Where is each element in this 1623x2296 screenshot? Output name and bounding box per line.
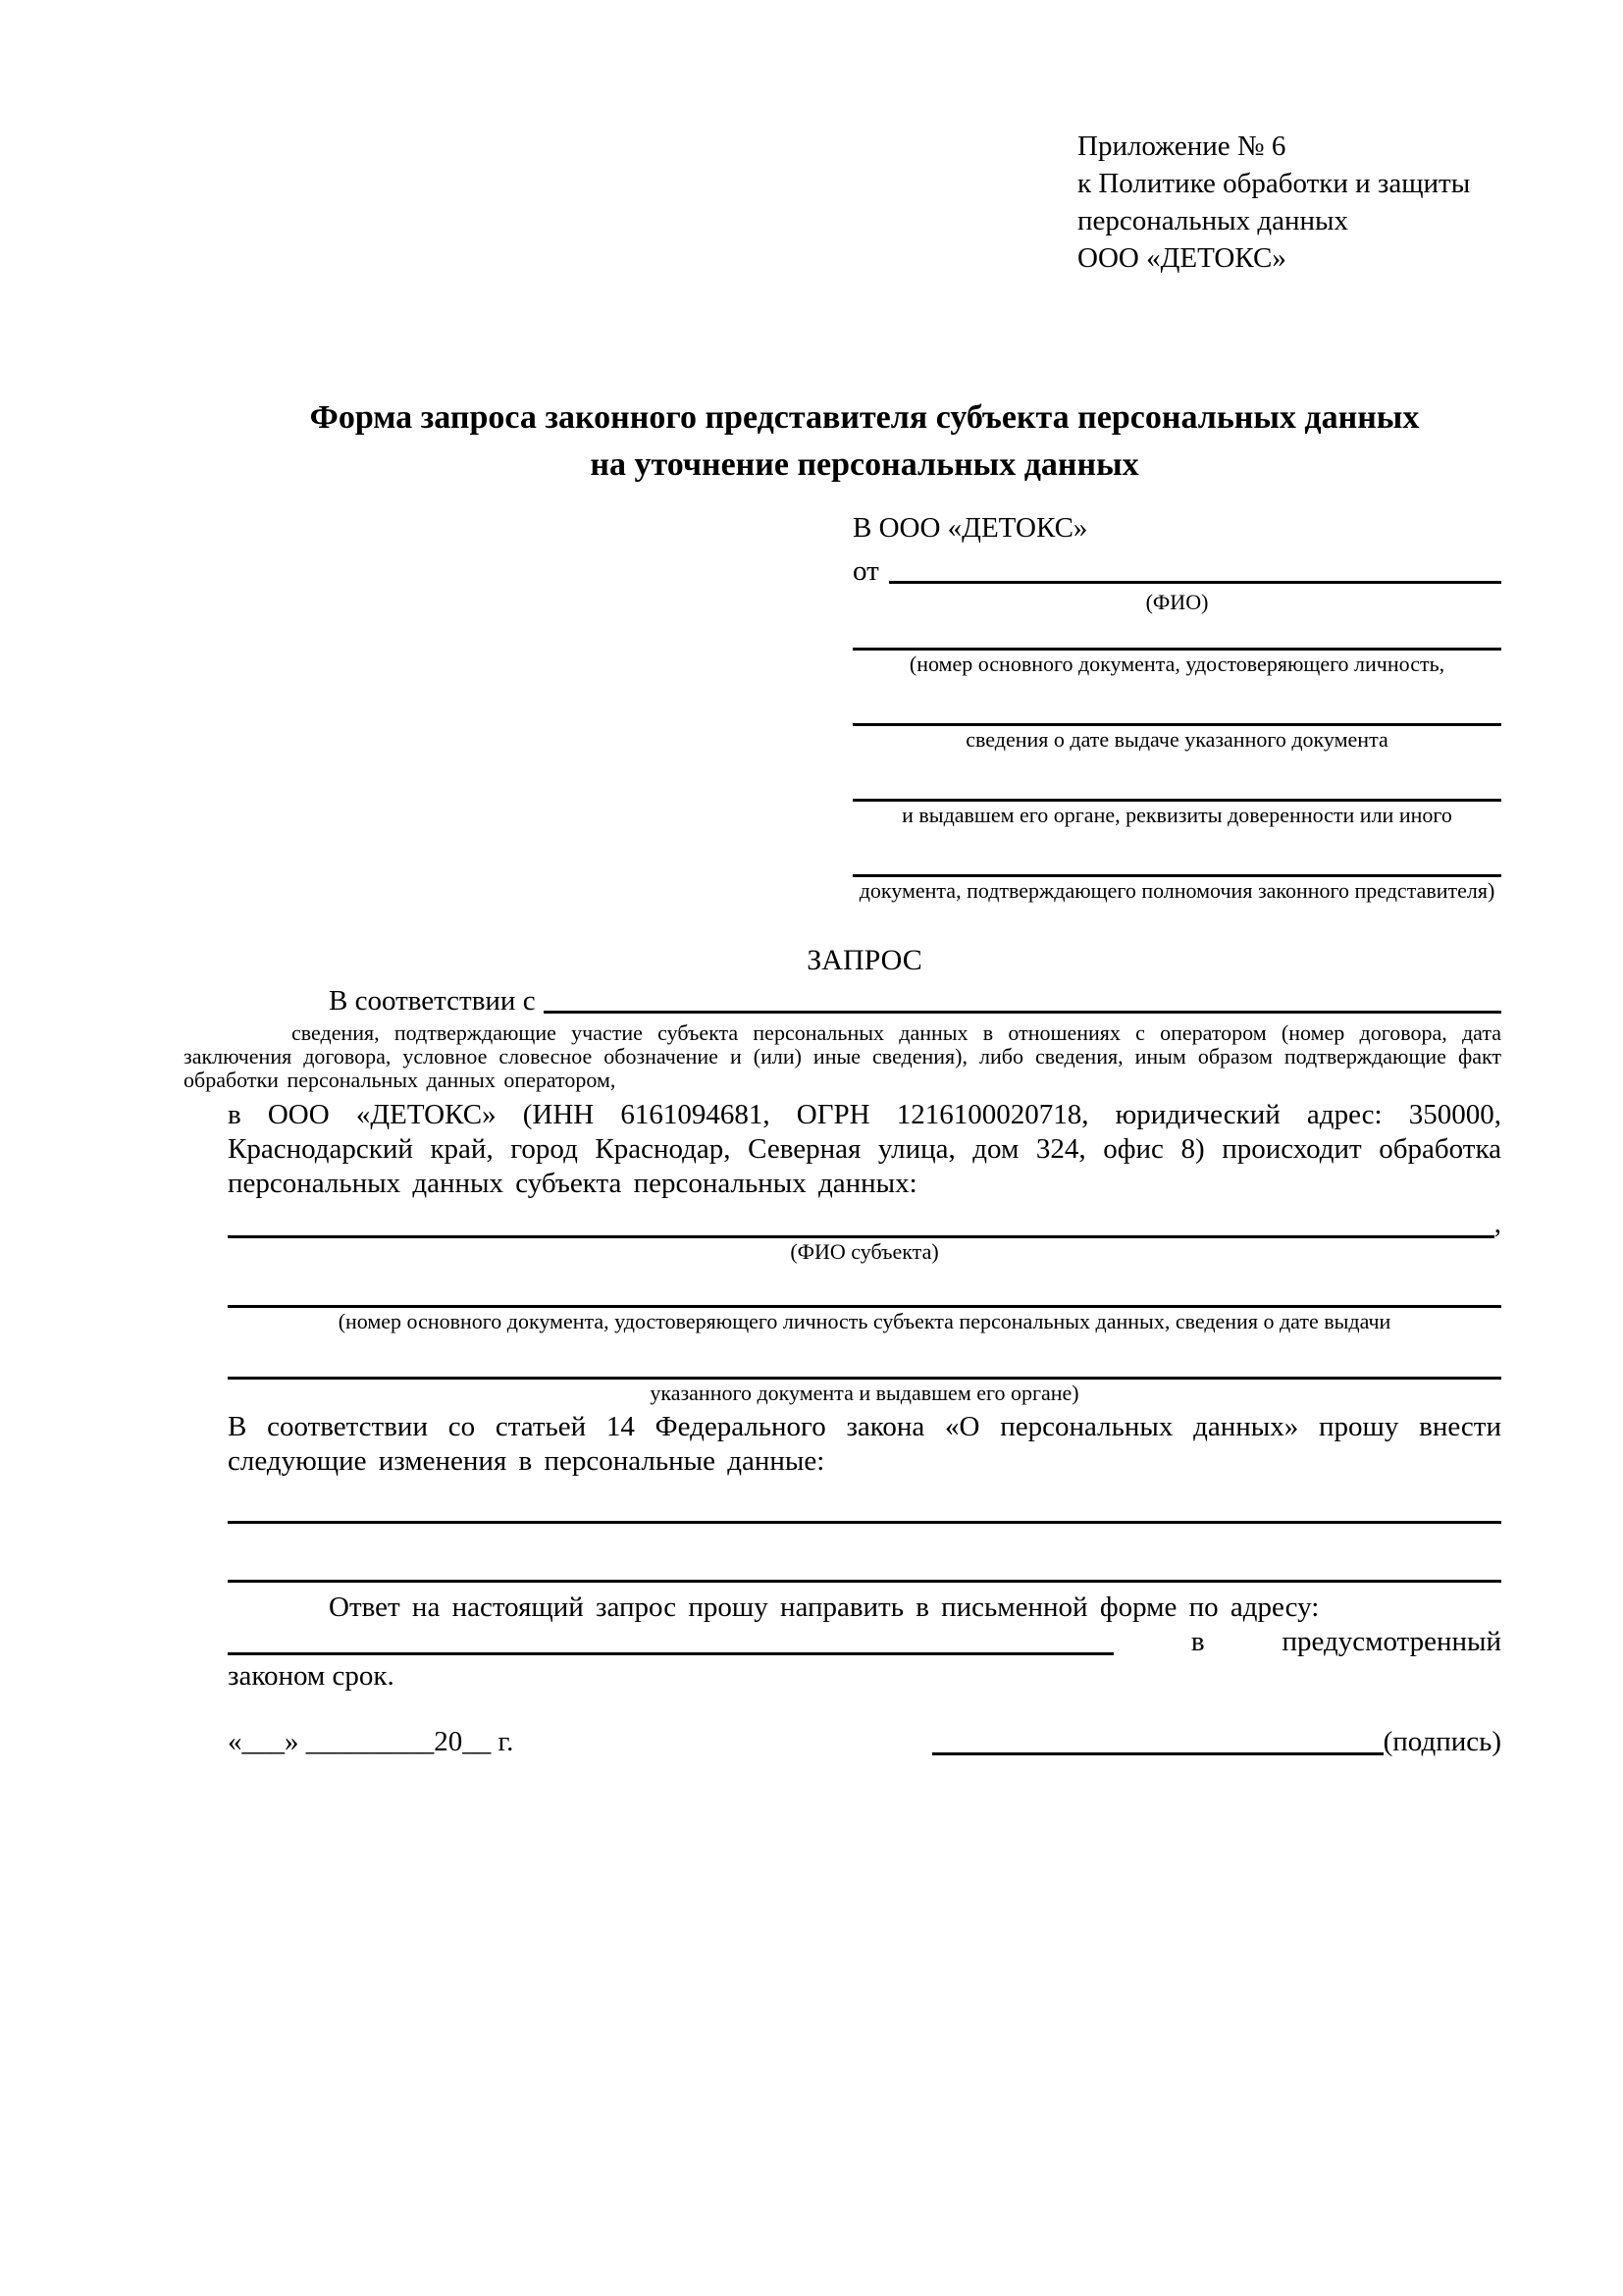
signature-group: [932, 1725, 1501, 1759]
operator-paragraph: в ООО «ДЕТОКС» (ИНН 6161094681, ОГРН 1216100020718, юридический адрес: 350000, Краснодарский край, город Краснодар, Северная улица, дом 324, офис 8) происходит обработка персональных данных субъекта персональных данных:: [228, 1099, 1501, 1199]
subject-fio-caption: (ФИО субъекта): [790, 1239, 939, 1264]
addressee-to: В ООО «ДЕТОКС»: [853, 512, 1088, 544]
opening-label: В соответствии с: [329, 985, 536, 1017]
annex-line: Приложение № 6: [1077, 130, 1286, 162]
changes-blank-line: [228, 1521, 1501, 1524]
footer-row: [228, 1725, 1501, 1759]
annex-line: персональных данных: [1077, 205, 1349, 236]
subject-fio-row: [228, 1209, 1501, 1238]
addressee-from-row: [853, 553, 1501, 589]
field-caption: (номер основного документа, удостоверяющего личность,: [909, 652, 1445, 676]
opening-row: [228, 983, 1501, 1018]
subject-doc-caption: (номер основного документа, удостоверяющего личность субъекта персональных данных, сведения о дате выдачи: [338, 1309, 1391, 1333]
opening-note: сведения, подтверждающие участие субъекта персональных данных в отношениях с оператором (номер договора, дата заключения договора, условное словесное обозначение и (или) иные сведения), либо сведения, иным образом подтверждающие факт обработки персональных данных оператором,: [183, 1020, 1501, 1092]
annex-line: ООО «ДЕТОКС»: [1077, 242, 1286, 274]
annex-note: [1077, 128, 1501, 277]
response-tail: законом срок.: [228, 1660, 394, 1692]
field-caption: документа, подтверждающего полномочия законного представителя): [859, 878, 1495, 903]
address-blank-line: [228, 1652, 1114, 1655]
annex-line: к Политике обработки и защиты: [1077, 168, 1471, 199]
request-heading: ЗАПРОС: [807, 944, 922, 976]
date-blank: «___» _________20__ г.: [228, 1726, 514, 1757]
subject-doc-caption: указанного документа и выдавшем его органе): [650, 1381, 1079, 1405]
trailing-comma: ,: [1493, 1208, 1501, 1239]
field-caption: и выдавшем его органе, реквизиты доверенности или иного: [902, 803, 1452, 827]
addressee-block: [853, 510, 1501, 905]
signature-caption: (подпись): [1383, 1726, 1501, 1757]
document-title: [228, 394, 1501, 489]
fio-caption: (ФИО): [1145, 590, 1209, 614]
field-caption: сведения о дате выдаче указанного документа: [966, 727, 1388, 752]
from-blank-line: [889, 553, 1501, 584]
document-title-line1: Форма запроса законного представителя субъекта персональных данных: [309, 399, 1420, 436]
response-word-v: в: [1190, 1626, 1205, 1657]
law-paragraph: В соответствии со статьей 14 Федерального закона «О персональных данных» прошу внести следующие изменения в персональные данные:: [228, 1411, 1501, 1477]
response-address-row: [228, 1625, 1501, 1659]
opening-blank-line: [544, 983, 1501, 1014]
signature-blank-line: [932, 1752, 1384, 1755]
changes-blank-line: [228, 1580, 1501, 1583]
document-title-line2: на уточнение персональных данных: [590, 446, 1139, 483]
response-paragraph: Ответ на настоящий запрос прошу направить в письменной форме по адресу:: [329, 1592, 1320, 1623]
response-word-term: предусмотренный: [1282, 1626, 1501, 1657]
from-label: от: [853, 555, 879, 587]
